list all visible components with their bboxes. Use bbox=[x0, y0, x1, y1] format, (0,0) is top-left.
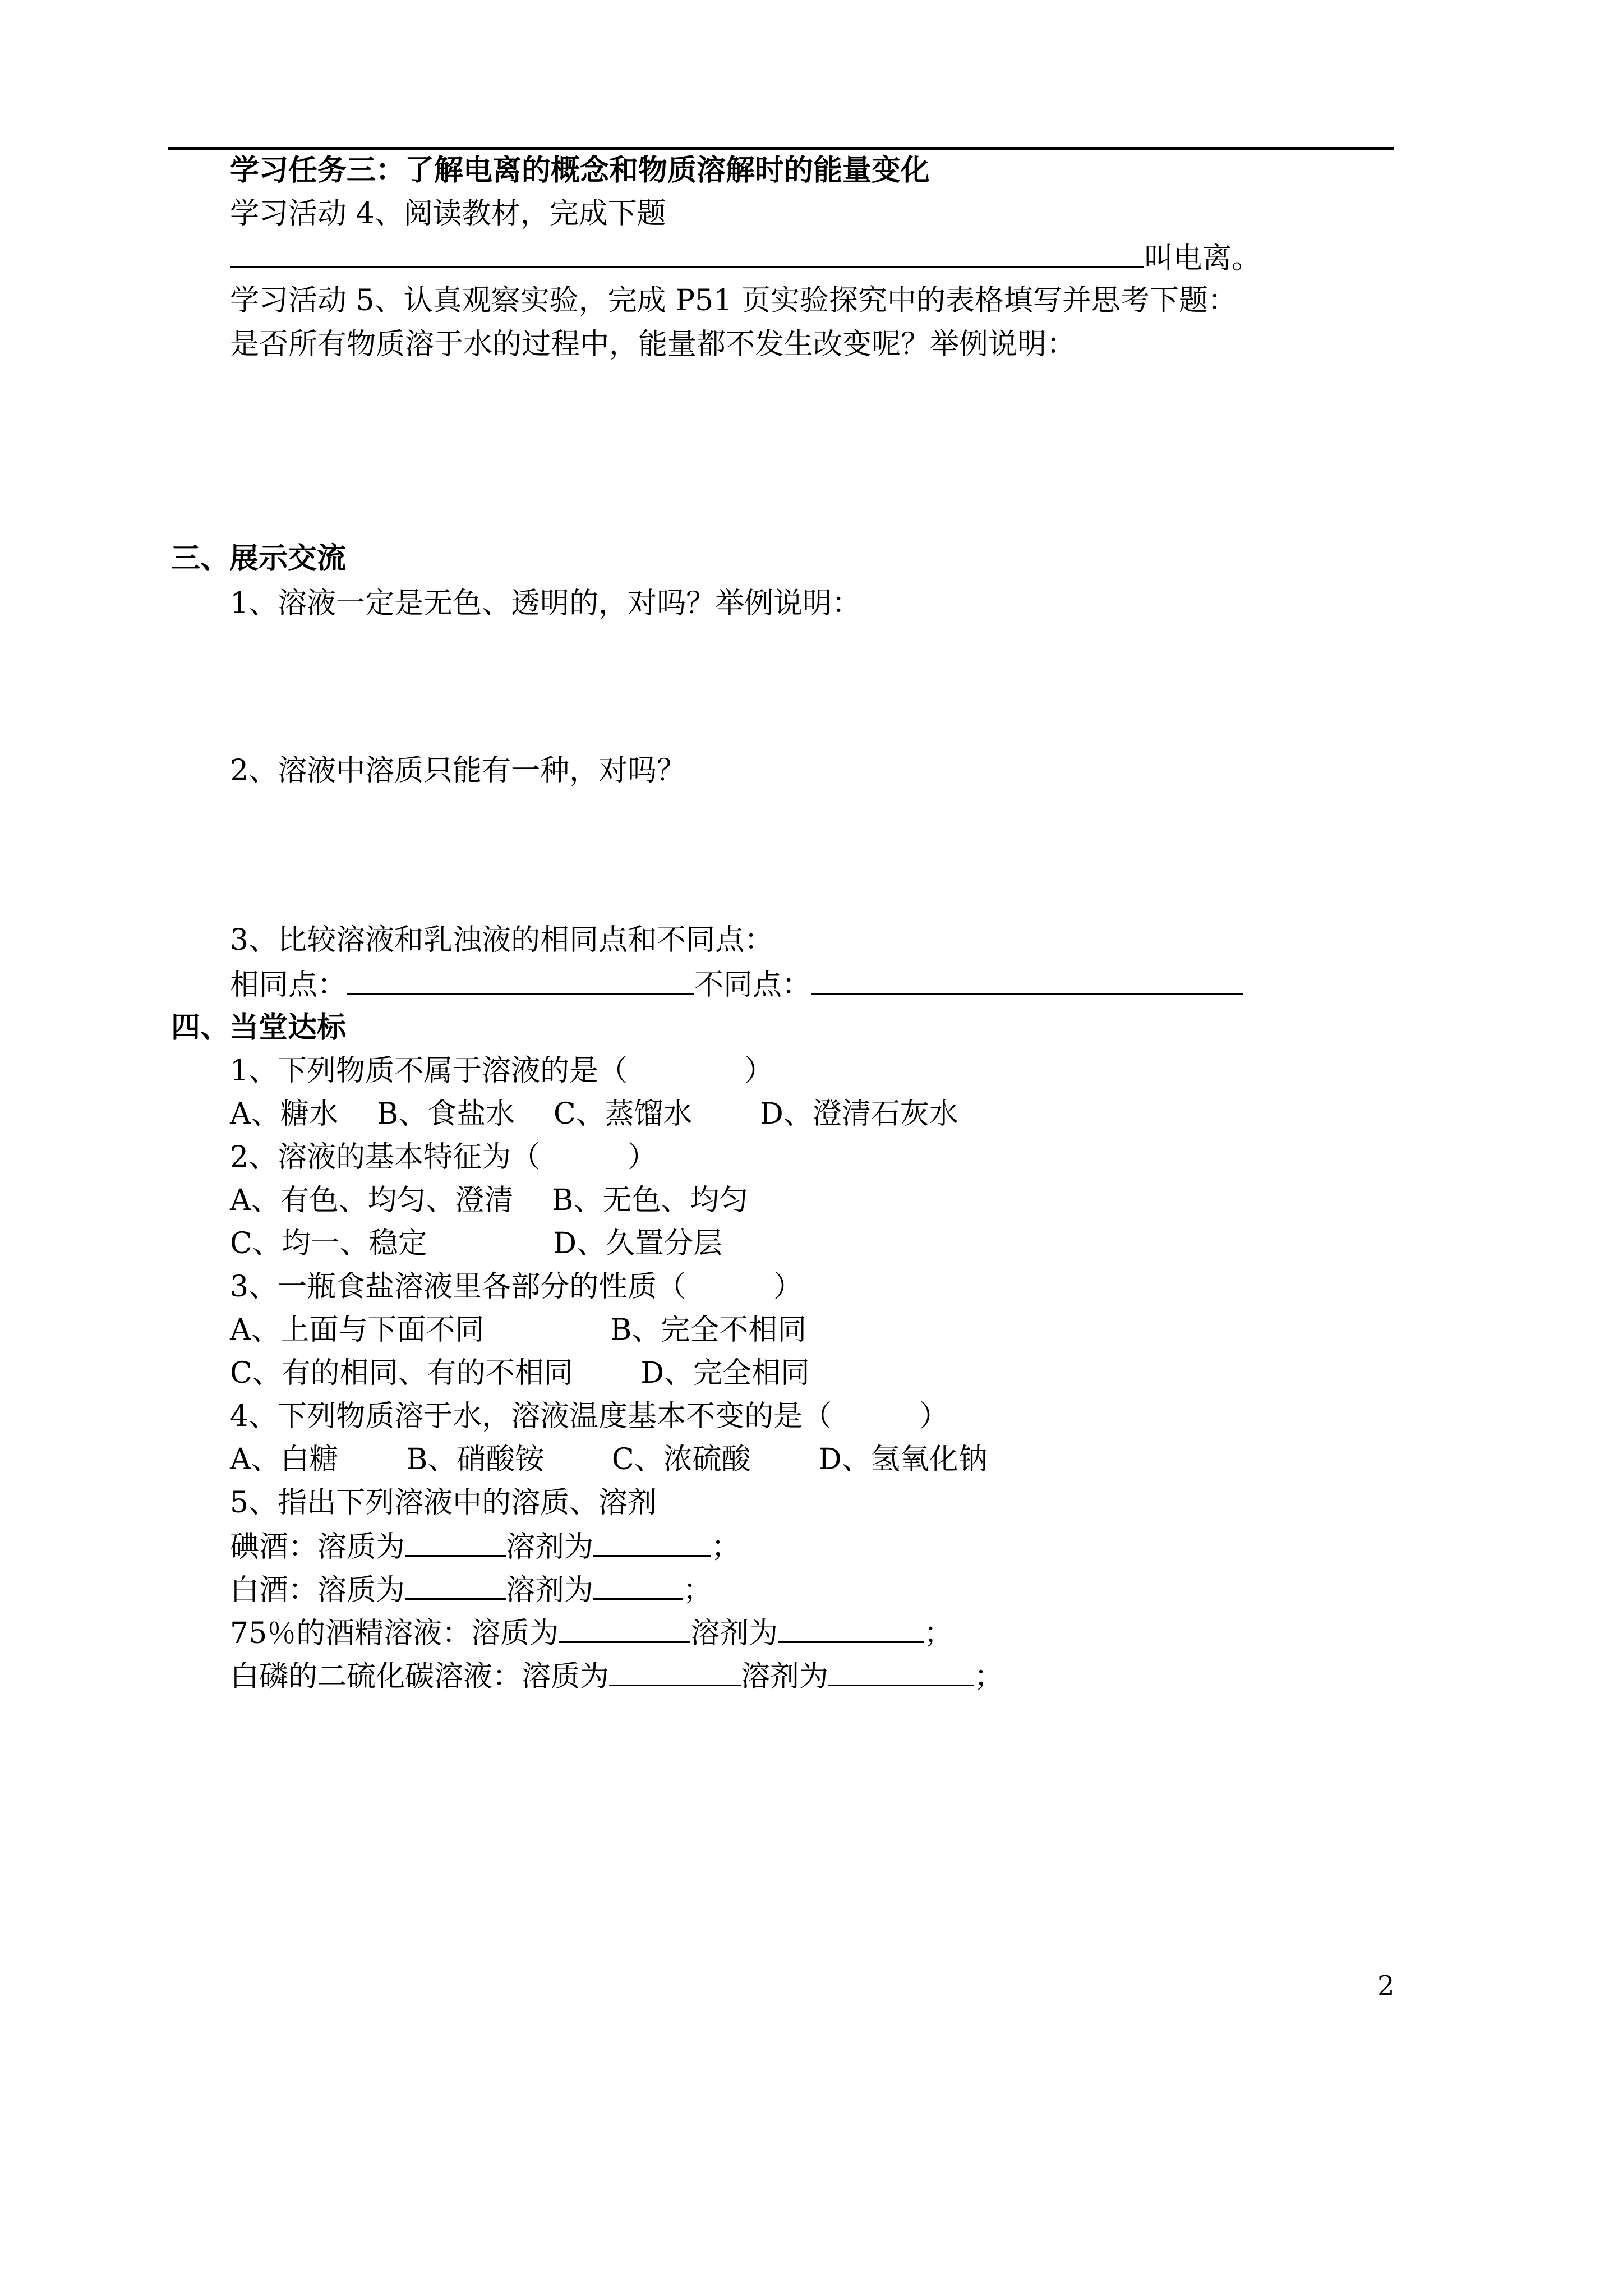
solution-row-4: 白磷的二硫化碳溶液：溶质为 溶剂为 ； bbox=[230, 1655, 1003, 1697]
ionization-suffix: 叫电离。 bbox=[1144, 242, 1261, 275]
page-number: 2 bbox=[1377, 1970, 1395, 2001]
solvent-blank-3[interactable] bbox=[778, 1612, 924, 1643]
same-label: 相同点： bbox=[230, 968, 347, 1002]
energy-question: 是否所有物质溶于水的过程中，能量都不发生改变呢？举例说明： bbox=[230, 328, 1076, 361]
header-rule bbox=[168, 147, 1394, 150]
solvent-blank-1[interactable] bbox=[593, 1526, 711, 1557]
q3-text: 3、一瓶食盐溶液里各部分的性质（ ） bbox=[230, 1270, 803, 1304]
q4-options: A、白糖 B、硝酸铵 C、浓硫酸 D、氢氧化钠 bbox=[230, 1443, 988, 1476]
q2-options-ab: A、有色、均匀、澄清 B、无色、均匀 bbox=[230, 1184, 749, 1217]
s3-question-1: 1、溶液一定是无色、透明的，对吗？举例说明： bbox=[230, 587, 861, 620]
solvent-blank-4[interactable] bbox=[828, 1655, 974, 1686]
q3-options-ab: A、上面与下面不同 B、完全不相同 bbox=[230, 1313, 807, 1347]
ionization-line bbox=[230, 237, 1261, 279]
diff-label: 不同点： bbox=[694, 968, 811, 1002]
section4-title: 四、当堂达标 bbox=[171, 1010, 347, 1045]
solute-blank-4[interactable] bbox=[609, 1655, 741, 1686]
diff-blank[interactable] bbox=[811, 964, 1243, 995]
q3-options-cd: C、有的相同、有的不相同 D、完全相同 bbox=[230, 1356, 810, 1390]
q1-text: 1、下列物质不属于溶液的是（ ） bbox=[230, 1054, 774, 1088]
s3-question-2: 2、溶液中溶质只能有一种，对吗？ bbox=[230, 754, 686, 788]
solute-blank-1[interactable] bbox=[405, 1526, 506, 1557]
solute-blank-3[interactable] bbox=[559, 1612, 690, 1643]
task3-title: 学习任务三：了解电离的概念和物质溶解时的能量变化 bbox=[230, 153, 930, 187]
solution-row-3: 75％的酒精溶液：溶质为 溶剂为 ； bbox=[230, 1612, 953, 1654]
solute-blank-2[interactable] bbox=[405, 1569, 506, 1600]
solvent-blank-2[interactable] bbox=[593, 1569, 683, 1600]
solution-row-2: 白酒：溶质为 溶剂为 ； bbox=[230, 1569, 712, 1611]
s3-question-3: 3、比较溶液和乳浊液的相同点和不同点： bbox=[230, 923, 774, 957]
solution-row-1: 碘酒：溶质为 溶剂为 ； bbox=[230, 1526, 740, 1567]
compare-line bbox=[230, 964, 1243, 1005]
activity5-text: 学习活动 5、认真观察实验，完成 P51 页实验探究中的表格填写并思考下题： bbox=[230, 284, 1237, 318]
q2-options-cd: C、均一、稳定 D、久置分层 bbox=[230, 1227, 723, 1260]
q1-options: A、糖水 B、食盐水 C、蒸馏水 D、澄清石灰水 bbox=[230, 1097, 958, 1131]
same-blank[interactable] bbox=[347, 964, 694, 995]
q5-text: 5、指出下列溶液中的溶质、溶剂 bbox=[230, 1486, 657, 1520]
section3-title: 三、展示交流 bbox=[171, 541, 347, 576]
q4-text: 4、下列物质溶于水，溶液温度基本不变的是（ ） bbox=[230, 1400, 949, 1433]
activity4-text: 学习活动 4、阅读教材，完成下题 bbox=[230, 197, 666, 231]
q2-text: 2、溶液的基本特征为（ ） bbox=[230, 1140, 657, 1174]
ionization-blank[interactable] bbox=[230, 237, 1144, 268]
